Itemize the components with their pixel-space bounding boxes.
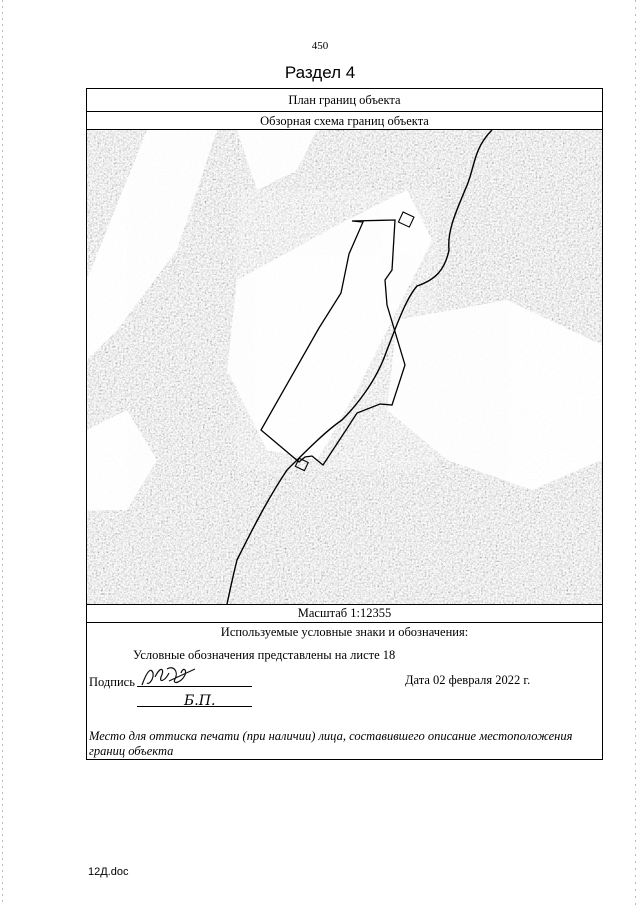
document-date: Дата 02 февраля 2022 г. — [405, 673, 531, 687]
aerial-photo — [87, 130, 602, 604]
overview-map — [87, 130, 602, 605]
legend-reference: Условные обозначения представлены на листе 18 — [133, 648, 396, 662]
plan-title: План границ объекта — [87, 89, 602, 112]
legend-title: Используемые условные знаки и обозначения: — [220, 625, 469, 639]
plan-frame — [86, 88, 603, 760]
page-number: 450 — [311, 40, 329, 52]
overview-title: Обзорная схема границ объекта — [87, 112, 602, 130]
handwritten-signature — [139, 663, 199, 689]
footer-filename: 12Д.doc — [88, 866, 129, 878]
signature-initials: Б.П. — [184, 693, 216, 709]
page-edge-right — [635, 0, 636, 905]
signature-label: Подпись — [89, 675, 135, 689]
page-edge-left — [2, 0, 3, 905]
stamp-placeholder-note: Место для оттиска печати (при наличии) лица, составившего описание местоположения границ объекта — [89, 729, 573, 758]
section-title: Раздел 4 — [284, 63, 356, 82]
map-scale: Масштаб 1:12355 — [87, 604, 602, 623]
